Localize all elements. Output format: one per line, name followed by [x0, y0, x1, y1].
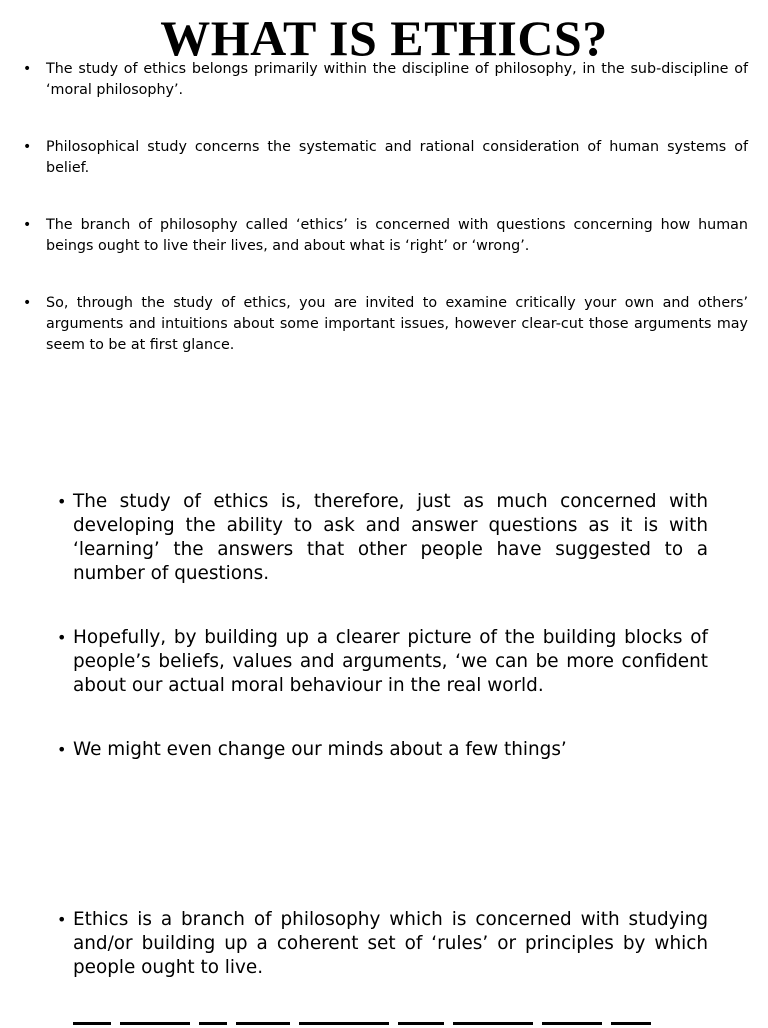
cut-off-text-line [73, 1016, 708, 1028]
bullet-icon: • [23, 295, 32, 311]
bullet-icon: • [23, 139, 32, 155]
list-item-text: The study of ethics is, therefore, just as much concerned with developing the ability to ask and answer questions as it is with ‘learning’ the answers that other people have suggested to a number of questions. [73, 491, 708, 584]
list-item-text: Hopefully, by building up a clearer picture of the building blocks of people’s beliefs, values and arguments, ‘we can be more confident about our actual moral behaviour in the real world. [73, 627, 708, 696]
list-item-text: The branch of philosophy called ‘ethics’ is concerned with questions concerning how human beings ought to live their lives, and about what is ‘right’ or ‘wrong’. [46, 217, 748, 254]
definition-bullet-list [57, 908, 708, 1016]
list-item [23, 215, 748, 257]
list-item [57, 490, 708, 586]
bullet-icon: • [57, 910, 67, 929]
bullet-icon: • [23, 61, 32, 77]
study-bullet-list [57, 490, 708, 802]
list-item [57, 626, 708, 698]
bullet-icon: • [57, 492, 67, 511]
intro-bullet-list [23, 59, 748, 392]
list-item-text: Philosophical study concerns the systematic and rational consideration of human systems of belief. [46, 139, 748, 176]
list-item [57, 738, 708, 762]
bullet-icon: • [23, 217, 32, 233]
bullet-icon: • [57, 628, 67, 647]
page-title: WHAT IS ETHICS? [160, 10, 608, 66]
list-item [23, 137, 748, 179]
list-item [57, 908, 708, 980]
bullet-icon: • [57, 740, 67, 759]
list-item [23, 59, 748, 101]
list-item-text: Ethics is a branch of philosophy which is concerned with studying and/or building up a coherent set of ‘rules’ or principles by which people ought to live. [73, 909, 708, 978]
list-item-text: The study of ethics belongs primarily within the discipline of philosophy, in the sub-discipline of ‘moral philosophy’. [46, 61, 748, 98]
list-item-text: We might even change our minds about a few things’ [73, 739, 567, 760]
list-item [23, 293, 748, 356]
list-item-text: So, through the study of ethics, you are invited to examine critically your own and others’ arguments and intuitions about some important issues, however clear-cut those arguments may seem to be at first glance. [46, 295, 748, 353]
